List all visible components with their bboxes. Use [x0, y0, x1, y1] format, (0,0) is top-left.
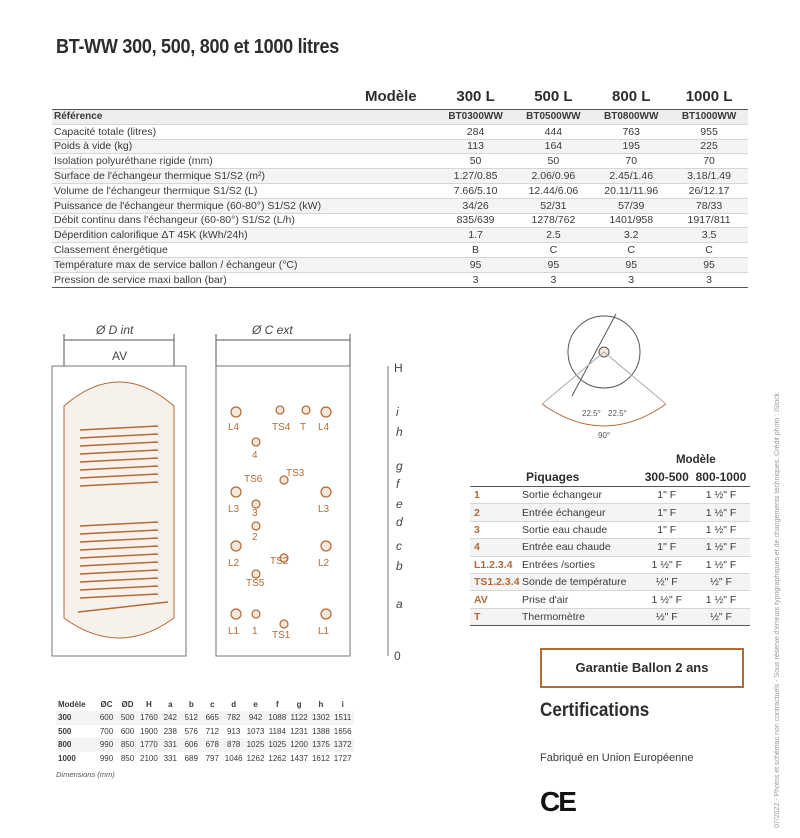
level-label: c — [396, 539, 402, 553]
spec-row — [52, 139, 748, 154]
piquage-cell: 1" F — [642, 521, 692, 538]
dimensions-cell: 1770 — [138, 738, 160, 752]
dimensions-cell: 1231 — [290, 726, 308, 736]
legal-side-note: 07/2022 - Photos et schémas non contractuels - Sous réserve d'erreurs typographiques et de changements techniques. Crédit photo : iStock — [774, 392, 781, 828]
piquage-cell: 1 ½" F — [692, 487, 750, 504]
piquage-cell: L1.2.3.4 — [470, 556, 522, 573]
piquage-cell: ½" F — [692, 573, 750, 590]
spec-row — [52, 228, 748, 243]
dimensions-cell: 1262 — [246, 753, 265, 763]
piquage-cell: 1 ½" F — [642, 591, 692, 608]
dimensions-header: h — [318, 700, 324, 709]
dimensions-cell: 512 — [181, 711, 202, 725]
piquage-cell: AV — [470, 591, 522, 608]
spec-label-header: Modèle — [364, 88, 417, 105]
spec-cell: Capacité totale (litres) — [52, 124, 437, 139]
dimensions-row — [56, 711, 354, 725]
dimensions-cell: 2100 — [140, 753, 158, 763]
dimensions-cell: 1372 — [332, 738, 354, 752]
dimensions-cell: 797 — [205, 753, 219, 763]
dimensions-cell: 990 — [96, 738, 117, 752]
dimensions-cell: 500 — [58, 726, 72, 736]
spec-cell: 2.45/1.46 — [592, 169, 670, 184]
dimensions-cell: 1000 — [58, 753, 76, 763]
dimensions-row — [56, 725, 354, 739]
dimensions-cell: 1025 — [245, 738, 267, 752]
spec-cell: BT0300WW — [437, 110, 515, 125]
spec-cell: 70 — [592, 154, 670, 169]
port-label: TS6 — [244, 474, 263, 485]
piquage-row — [470, 556, 750, 573]
level-label: i — [396, 405, 399, 419]
spec-cell: BT0800WW — [592, 110, 670, 125]
piquage-row — [470, 521, 750, 538]
piquage-row — [470, 539, 750, 556]
d-int-label: Ø D int — [96, 323, 134, 337]
dimensions-cell: 1073 — [246, 726, 265, 736]
spec-model-header: 1000 L — [685, 88, 733, 105]
dimensions-cell: 850 — [120, 753, 135, 763]
piquages-modele-header: Modèle — [675, 454, 716, 466]
spec-cell: B — [437, 243, 515, 258]
spec-cell: C — [670, 243, 748, 258]
dimensions-cell: 600 — [120, 726, 135, 736]
dimensions-header: f — [275, 700, 279, 709]
spec-cell: 3.18/1.49 — [670, 169, 748, 184]
piquage-cell: Sortie eau chaude — [522, 521, 642, 538]
spec-row — [52, 183, 748, 198]
port-circles — [231, 406, 331, 628]
dimensions-cell: 242 — [160, 711, 181, 725]
piquage-cell: Sonde de température — [522, 573, 642, 590]
dimensions-cell: 1375 — [310, 738, 332, 752]
spec-cell: 3.5 — [670, 228, 748, 243]
dimensions-header: e — [253, 700, 258, 709]
spec-cell: 1401/958 — [592, 213, 670, 228]
spec-cell: 1.27/0.85 — [437, 169, 515, 184]
spec-row — [52, 198, 748, 213]
port-label: 4 — [252, 450, 258, 461]
spec-cell: 50 — [437, 154, 515, 169]
port-label: TS4 — [272, 422, 291, 433]
angle-label: 22.5° — [582, 409, 601, 418]
spec-model-header: 800 L — [612, 88, 651, 105]
spec-row — [52, 272, 748, 287]
piquage-cell: 4 — [470, 539, 522, 556]
dimensions-cell: 850 — [117, 738, 138, 752]
dimensions-header: g — [296, 700, 302, 709]
spec-row — [52, 169, 748, 184]
spec-cell: Référence — [52, 110, 437, 125]
spec-cell: 20.11/11.96 — [592, 183, 670, 198]
dimensions-cell: 782 — [223, 711, 245, 725]
spec-row — [52, 257, 748, 272]
spec-cell: 3 — [437, 272, 515, 287]
spec-cell: Isolation polyuréthane rigide (mm) — [52, 154, 437, 169]
spec-cell: 2.5 — [514, 228, 592, 243]
level-label: H — [394, 361, 403, 375]
piquage-cell: 1 ½" F — [692, 504, 750, 521]
spec-cell: 955 — [670, 124, 748, 139]
dimensions-header: c — [210, 700, 215, 709]
certifications-title: Certifications — [540, 700, 650, 721]
port-label: T — [300, 422, 307, 433]
dimensions-cell: 238 — [163, 726, 177, 736]
level-label: e — [396, 497, 403, 511]
dimensions-cell: 500 — [117, 711, 138, 725]
dimensions-cell: 665 — [202, 711, 223, 725]
spec-cell: 95 — [670, 257, 748, 272]
spec-cell: C — [514, 243, 592, 258]
piquage-cell: 3 — [470, 521, 522, 538]
dimensions-cell: 600 — [96, 711, 117, 725]
port-label: 2 — [252, 532, 258, 543]
angle-ray — [604, 352, 666, 404]
piquage-row — [470, 608, 750, 625]
spec-cell: 195 — [592, 139, 670, 154]
angle-arc — [542, 404, 666, 426]
dimensions-cell: 1900 — [140, 726, 158, 736]
c-ext-label: Ø C ext — [252, 323, 293, 337]
spec-cell: 78/33 — [670, 198, 748, 213]
spec-cell: Classement énergétique — [52, 243, 437, 258]
dimensions-cell: 1088 — [266, 711, 288, 725]
dimensions-cell: 1612 — [311, 753, 330, 763]
spec-cell: 835/639 — [437, 213, 515, 228]
spec-cell: 95 — [514, 257, 592, 272]
page-title: BT-WW 300, 500, 800 et 1000 litres — [56, 36, 339, 58]
dimensions-cell: 712 — [205, 726, 219, 736]
dimensions-cell: 1046 — [224, 753, 243, 763]
angle-label: 22.5° — [608, 409, 627, 418]
spec-row — [52, 154, 748, 169]
dimensions-cell: 1184 — [268, 726, 286, 736]
piquage-cell: 1" F — [642, 539, 692, 556]
dome-angle-diagram — [532, 308, 682, 448]
level-label: f — [396, 477, 400, 491]
level-label: d — [396, 515, 403, 529]
spec-cell: Puissance de l'échangeur thermique (60-80°) S1/S2 (kW) — [52, 198, 437, 213]
piquage-cell: ½" F — [642, 573, 692, 590]
piquage-cell: ½" F — [692, 608, 750, 625]
port-label: L1 — [318, 626, 330, 637]
dimensions-cell: 800 — [56, 738, 96, 752]
dimensions-cell: 678 — [202, 738, 223, 752]
piquage-cell: Prise d'air — [522, 591, 642, 608]
spec-cell: 3 — [670, 272, 748, 287]
port-label: TS2 — [270, 556, 289, 567]
spec-cell: 95 — [437, 257, 515, 272]
spec-cell: C — [592, 243, 670, 258]
piquage-cell: Entrées /sorties — [522, 556, 642, 573]
level-label: h — [396, 425, 403, 439]
dimensions-cell: 990 — [99, 753, 114, 763]
dimensions-header: ØD — [121, 700, 134, 709]
port-labels — [228, 422, 330, 641]
piquages-col-header: 800-1000 — [695, 470, 747, 484]
spec-row — [52, 213, 748, 228]
spec-cell: 12.44/6.06 — [514, 183, 592, 198]
spec-cell: 26/12.17 — [670, 183, 748, 198]
spec-cell: BT0500WW — [514, 110, 592, 125]
level-label: a — [396, 597, 403, 611]
dimensions-cell: 1388 — [311, 726, 330, 736]
dimensions-header: b — [188, 700, 194, 709]
spec-cell: 95 — [592, 257, 670, 272]
piquage-row — [470, 591, 750, 608]
spec-cell: 284 — [437, 124, 515, 139]
piquage-cell: TS1.2.3.4 — [470, 573, 522, 590]
dimensions-cell: 942 — [245, 711, 267, 725]
dimensions-cell: 1122 — [288, 711, 310, 725]
dimensions-cell: 606 — [181, 738, 202, 752]
level-label: g — [396, 459, 403, 473]
spec-cell: 1.7 — [437, 228, 515, 243]
dimensions-header: H — [146, 700, 152, 709]
spec-cell: Température max de service ballon / échangeur (°C) — [52, 257, 437, 272]
tank-vessel — [64, 382, 174, 638]
spec-cell: Volume de l'échangeur thermique S1/S2 (L) — [52, 183, 437, 198]
dimensions-cell: 913 — [227, 726, 241, 736]
port-label: L3 — [228, 504, 240, 515]
angle-ray — [542, 352, 604, 404]
angle-label: 90° — [598, 431, 611, 440]
piquage-cell: ½" F — [642, 608, 692, 625]
dimensions-header: d — [231, 700, 237, 709]
port-label: L1 — [228, 626, 240, 637]
spec-cell: Déperdition calorifique ΔT 45K (kWh/24h) — [52, 228, 437, 243]
piquages-header: Piquages — [526, 470, 580, 484]
dimensions-cell: 878 — [223, 738, 245, 752]
piquage-row — [470, 504, 750, 521]
spec-model-header: 300 L — [456, 88, 495, 105]
dimensions-cell: 576 — [184, 726, 198, 736]
piquage-cell: 1" F — [642, 504, 692, 521]
spec-cell: BT1000WW — [670, 110, 748, 125]
dimensions-cell: 1200 — [288, 738, 310, 752]
spec-cell: 1278/762 — [514, 213, 592, 228]
dimensions-cell: 1262 — [268, 753, 287, 763]
port-label: L3 — [318, 504, 330, 515]
port-label: L2 — [318, 558, 330, 569]
spec-cell: 1917/811 — [670, 213, 748, 228]
port-label: TS3 — [286, 468, 305, 479]
piquage-cell: T — [470, 608, 522, 625]
dimensions-cell: 331 — [160, 738, 181, 752]
piquage-row — [470, 487, 750, 504]
warranty-box: Garantie Ballon 2 ans — [540, 648, 744, 688]
dimensions-note: Dimensions (mm) — [56, 770, 115, 779]
piquage-cell: 1 ½" F — [692, 521, 750, 538]
piquage-row — [470, 573, 750, 590]
piquage-cell: Entrée échangeur — [522, 504, 642, 521]
dimensions-cell: 1727 — [333, 753, 352, 763]
dimensions-cell: 1437 — [290, 753, 308, 763]
spec-cell: 3 — [592, 272, 670, 287]
spec-cell: Débit continu dans l'échangeur (60-80°) S1/S2 (L/h) — [52, 213, 437, 228]
piquage-cell: 2 — [470, 504, 522, 521]
dimensions-header: Modèle — [58, 700, 86, 709]
port-label: L4 — [228, 422, 240, 433]
port-label: 1 — [252, 626, 258, 637]
dimensions-header: a — [168, 700, 173, 709]
dimensions-cell: 300 — [56, 711, 96, 725]
spec-cell: 225 — [670, 139, 748, 154]
spec-cell: 763 — [592, 124, 670, 139]
spec-cell: Poids à vide (kg) — [52, 139, 437, 154]
dimensions-cell: 1656 — [333, 726, 352, 736]
piquage-cell: Thermomètre — [522, 608, 642, 625]
spec-cell: 164 — [514, 139, 592, 154]
spec-cell: 2.06/0.96 — [514, 169, 592, 184]
dimensions-table — [56, 698, 354, 765]
spec-reference-row — [52, 110, 748, 125]
spec-row — [52, 243, 748, 258]
level-label: b — [396, 559, 403, 573]
tank-drawing — [40, 318, 430, 666]
dimensions-row — [56, 738, 354, 752]
spec-cell: Pression de service maxi ballon (bar) — [52, 272, 437, 287]
dimensions-header: i — [341, 700, 344, 709]
spec-cell: 50 — [514, 154, 592, 169]
dimensions-cell: 1302 — [310, 711, 332, 725]
dimensions-cell: 1511 — [332, 711, 354, 725]
spec-cell: 52/31 — [514, 198, 592, 213]
dimensions-cell: 689 — [184, 753, 198, 763]
port-label: TS5 — [246, 578, 265, 589]
spec-cell: 70 — [670, 154, 748, 169]
spec-cell: 7.66/5.10 — [437, 183, 515, 198]
piquages-col-header: 300-500 — [644, 470, 689, 484]
piquage-cell: Sortie échangeur — [522, 487, 642, 504]
piquages-table — [470, 452, 750, 626]
spec-cell: 3.2 — [592, 228, 670, 243]
spec-cell: 34/26 — [437, 198, 515, 213]
piquage-cell: 1 ½" F — [642, 556, 692, 573]
spec-cell: 57/39 — [592, 198, 670, 213]
dimensions-cell: 331 — [163, 753, 177, 763]
port-label: L2 — [228, 558, 240, 569]
spec-cell: Surface de l'échangeur thermique S1/S2 (m²) — [52, 169, 437, 184]
dimensions-row — [56, 752, 354, 766]
piquage-cell: 1 — [470, 487, 522, 504]
dimensions-cell: 1025 — [266, 738, 288, 752]
piquage-cell: 1 ½" F — [692, 556, 750, 573]
dimensions-header: ØC — [100, 700, 113, 709]
piquage-cell: 1 ½" F — [692, 591, 750, 608]
spec-cell: 113 — [437, 139, 515, 154]
dimensions-cell: 1760 — [138, 711, 160, 725]
port-label: L4 — [318, 422, 330, 433]
dimensions-cell: 700 — [99, 726, 114, 736]
certifications-text: Fabriqué en Union Européenne — [540, 752, 694, 764]
spec-cell: 444 — [514, 124, 592, 139]
ce-mark: CE — [540, 786, 575, 817]
spec-cell: 3 — [514, 272, 592, 287]
level-label: 0 — [394, 649, 401, 663]
port-label: 3 — [252, 508, 258, 519]
av-label: AV — [112, 349, 128, 363]
piquage-cell: Entrée eau chaude — [522, 539, 642, 556]
spec-model-header: 500 L — [534, 88, 573, 105]
piquage-cell: 1 ½" F — [692, 539, 750, 556]
port-label: TS1 — [272, 630, 291, 641]
piquage-cell: 1" F — [642, 487, 692, 504]
spec-table — [52, 88, 748, 288]
spec-row — [52, 124, 748, 139]
